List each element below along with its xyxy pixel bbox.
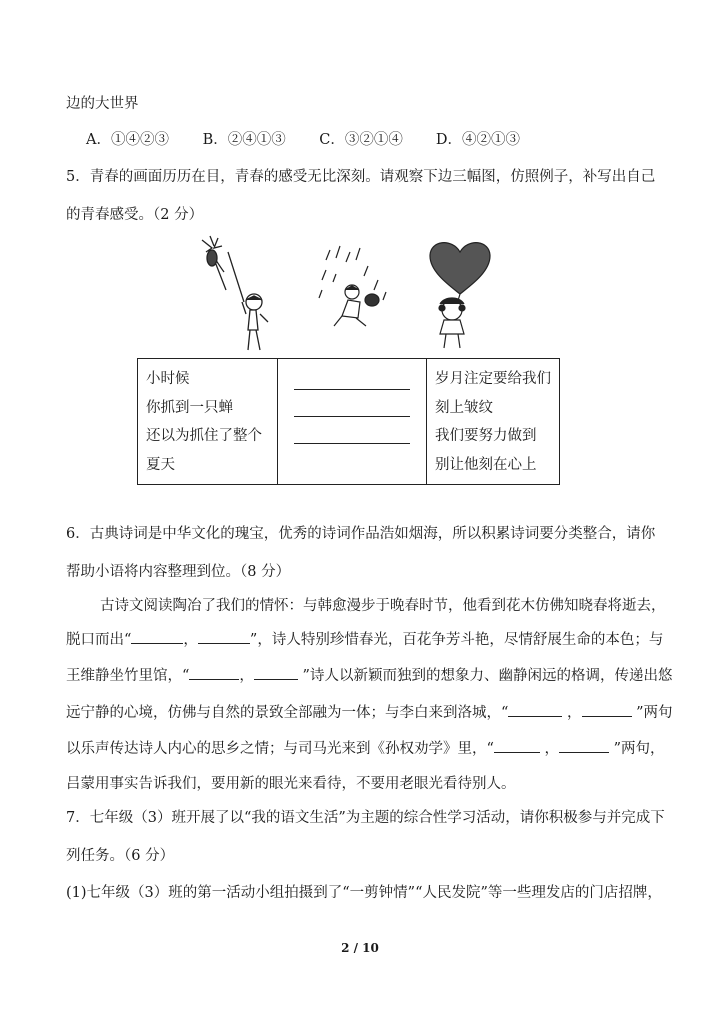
q6-text: ，	[539, 741, 560, 757]
top-line: 边的大世界	[66, 96, 139, 112]
fill-blank[interactable]	[198, 629, 250, 644]
q5-stem: 5．青春的画面历历在目，青春的感受无比深刻。请观察下边三幅图，仿照例子，补写出自己	[66, 169, 656, 185]
answer-blank-line[interactable]	[294, 416, 410, 417]
fill-blank[interactable]	[254, 665, 298, 680]
option-a: A．①④②③	[86, 132, 169, 148]
q7-stem-cont: 列任务。（6 分）	[66, 848, 175, 864]
example-line: 别让他刻在心上	[435, 456, 537, 473]
example-line: 小时候	[146, 371, 190, 387]
q6-text: ，	[562, 705, 582, 721]
q5-table	[137, 358, 560, 485]
q6-text: ”两句	[631, 705, 673, 721]
example-cell	[138, 359, 278, 485]
q6-text: 以乐声传达诗人内心的思乡之情；与司马光来到《孙权劝学》里，“	[66, 741, 494, 757]
boy-catching-cicada-illustration	[202, 236, 268, 350]
option-b: B．②④①③	[202, 132, 286, 148]
option-c: C．③②①④	[319, 132, 403, 148]
example-line: 夏天	[146, 456, 175, 473]
q7-stem: 7．七年级（3）班开展了以“我的语文生活”为主题的综合性学习活动，请你积极参与并完成下	[66, 810, 665, 826]
q6-stem: 6．古典诗词是中华文化的瑰宝，优秀的诗词作品浩如烟海，所以积累诗词要分类整合，请你	[66, 526, 656, 542]
q6-para-line: 吕蒙用事实告诉我们，要用新的眼光来看待，不要用老眼光看待别人。	[66, 776, 516, 792]
q6-text: 王维静坐竹里馆，“	[66, 668, 190, 684]
q6-text: 远宁静的心境，仿佛与自然的景致全部融为一体；与李白来到洛城，“	[66, 705, 509, 721]
answer-blank-line[interactable]	[294, 443, 410, 444]
q6-text: ”，诗人特别珍惜春光，百花争芳斗艳，尽情舒展生命的本色；与	[249, 632, 664, 648]
fill-blank[interactable]	[508, 702, 562, 717]
q6-text: 脱口而出“	[66, 632, 132, 648]
q6-para-line	[66, 628, 663, 649]
q6-para-line	[66, 737, 665, 758]
fill-blank[interactable]	[131, 629, 183, 644]
fill-blank[interactable]	[189, 665, 239, 680]
q6-text: ，	[183, 632, 198, 648]
example-cell	[427, 359, 560, 485]
fill-blank[interactable]	[582, 702, 632, 717]
q6-para-line: 古诗文阅读陶冶了我们的情怀：与韩愈漫步于晚春时节，他看到花木仿佛知晓春将逝去，	[100, 598, 666, 614]
answer-cell[interactable]	[278, 359, 427, 485]
q6-stem-cont: 帮助小语将内容整理到位。（8 分）	[66, 564, 291, 580]
q5-stem-cont: 的青春感受。（2 分）	[66, 207, 204, 223]
example-line: 还以为抓住了整个	[146, 428, 262, 444]
q6-para-line	[66, 664, 672, 685]
fill-blank[interactable]	[494, 738, 540, 753]
fill-blank[interactable]	[559, 738, 609, 753]
answer-blank-line[interactable]	[294, 389, 410, 390]
q6-para-line	[66, 701, 673, 722]
q4-options	[86, 128, 520, 149]
option-d: D．④②①③	[435, 132, 520, 148]
boy-in-rain-illustration	[319, 246, 386, 326]
example-line: 岁月注定要给我们	[435, 371, 551, 387]
q6-text: ，	[239, 668, 254, 684]
example-line: 我们要努力做到	[435, 428, 537, 444]
q7-sub1: (1)七年级（3）班的第一活动小组拍摄到了“一剪钟情”“人民发院”等一些理发店的门店招牌，	[66, 885, 662, 901]
example-line: 刻上皱纹	[435, 399, 493, 416]
q6-text: ”诗人以新颖而独到的想象力、幽静闲远的格调，传递出悠	[297, 668, 673, 684]
girl-with-heart-balloon-illustration	[430, 243, 490, 348]
q5-illustrations	[190, 230, 510, 355]
example-line: 你抓到一只蝉	[146, 399, 233, 416]
q6-text: ”两句，	[609, 741, 665, 757]
page-number: 2 / 10	[341, 941, 379, 955]
